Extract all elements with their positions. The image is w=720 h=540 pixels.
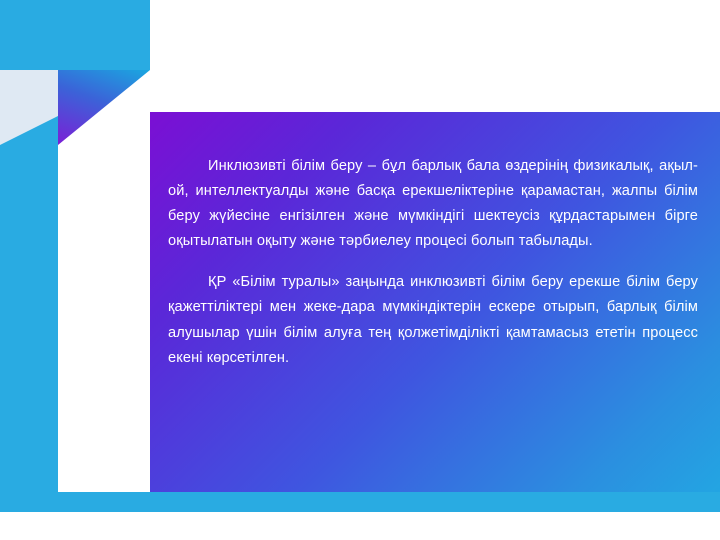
- content-text-container: [168, 154, 698, 371]
- paragraph-law-reference: ҚР «Білім туралы» заңында инклюзивті білім беру ерекше білім беру қажеттіліктері мен жеке-дара мүмкіндіктерін ескере отырып, барлық білім алушылар үшін білім алуға тең қолжетімділікті қамтамасыз ететін процесс екені көрсетілген.: [168, 274, 698, 366]
- bottom-white-band-decoration: [0, 512, 720, 540]
- bottom-cyan-band-decoration: [0, 492, 720, 512]
- top-left-cyan-block-decoration: [0, 0, 150, 70]
- lower-left-cyan-block-decoration: [0, 145, 58, 540]
- content-panel: [150, 112, 720, 492]
- paragraph-definition: Инклюзивті білім беру – бұл барлық бала өздерінің физикалық, ақыл-ой, интеллектуалды және басқа ерекшеліктеріне қарамастан, жалпы білім беру жүйесіне енгізілген және мүмкіндігі шектеусіз құрдастарымен бірге оқытылатын оқыту және тәрбиелеу процесі болып табылады.: [168, 158, 698, 250]
